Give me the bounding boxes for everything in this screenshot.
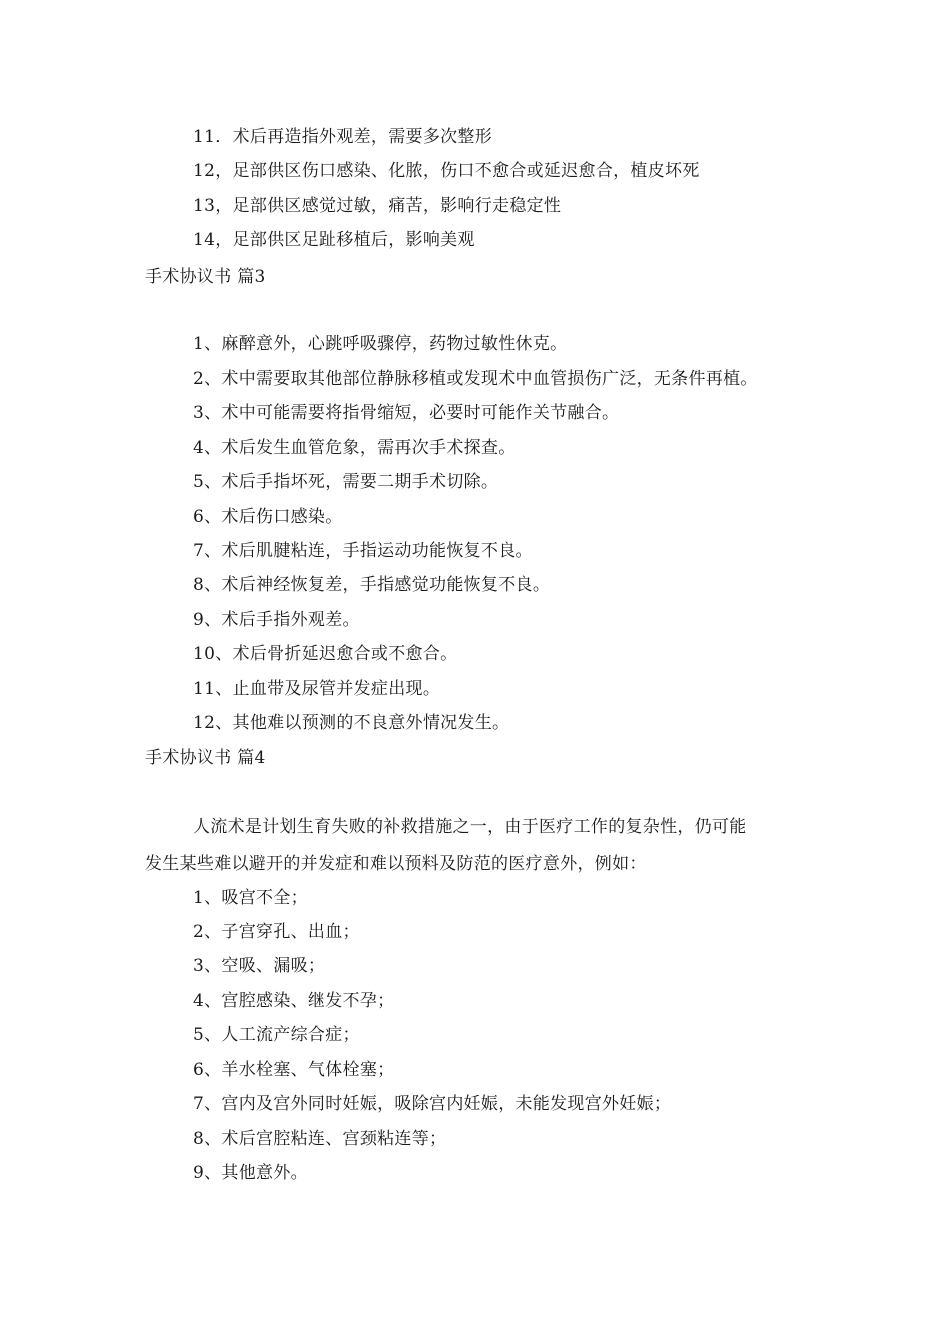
list-item: 4、术后发生血管危象，需再次手术探查。 xyxy=(193,438,516,458)
list-item: 4、宫腔感染、继发不孕； xyxy=(193,991,395,1011)
list-item: 14，足部供区足趾移植后，影响美观 xyxy=(193,230,475,250)
list-item: 2、子宫穿孔、出血； xyxy=(193,922,360,942)
list-item: 12、其他难以预测的不良意外情况发生。 xyxy=(193,713,510,733)
list-item: 7、宫内及宫外同时妊娠，吸除宫内妊娠，未能发现宫外妊娠； xyxy=(193,1094,672,1114)
list-item: 3、空吸、漏吸； xyxy=(193,956,326,976)
list-item: 5、人工流产综合症； xyxy=(193,1025,360,1045)
list-item: 1、麻醉意外，心跳呼吸骤停，药物过敏性休克。 xyxy=(193,334,568,354)
list-item: 8、术后神经恢复差，手指感觉功能恢复不良。 xyxy=(193,575,551,595)
list-item: 5、术后手指坏死，需要二期手术切除。 xyxy=(193,472,499,492)
list-item: 11、止血带及尿管并发症出现。 xyxy=(193,679,441,699)
list-item: 3、术中可能需要将指骨缩短，必要时可能作关节融合。 xyxy=(193,403,620,423)
intro-paragraph-line: 人流术是计划生育失败的补救措施之一，由于医疗工作的复杂性，仍可能 xyxy=(193,817,747,837)
list-item: 8、术后宫腔粘连、宫颈粘连等； xyxy=(193,1129,447,1149)
list-item: 13，足部供区感觉过敏，痛苦，影响行走稳定性 xyxy=(193,196,562,216)
section-heading: 手术协议书 篇4 xyxy=(145,748,266,768)
list-item: 6、羊水栓塞、气体栓塞； xyxy=(193,1060,395,1080)
list-item: 9、术后手指外观差。 xyxy=(193,610,360,630)
intro-paragraph-line: 发生某些难以避开的并发症和难以预料及防范的医疗意外，例如： xyxy=(145,854,647,874)
list-item: 10、术后骨折延迟愈合或不愈合。 xyxy=(193,644,458,664)
list-item: 1、吸宫不全； xyxy=(193,888,308,908)
section-heading: 手术协议书 篇3 xyxy=(145,267,266,287)
list-item: 6、术后伤口感染。 xyxy=(193,507,343,527)
list-item: 9、其他意外。 xyxy=(193,1163,308,1183)
list-item: 7、术后肌腱粘连，手指运动功能恢复不良。 xyxy=(193,541,533,561)
list-item: 12，足部供区伤口感染、化脓，伤口不愈合或延迟愈合，植皮坏死 xyxy=(193,161,700,181)
list-item: 2、术中需要取其他部位静脉移植或发现术中血管损伤广泛，无条件再植。 xyxy=(193,369,758,389)
list-item: 11．术后再造指外观差，需要多次整形 xyxy=(193,127,493,147)
